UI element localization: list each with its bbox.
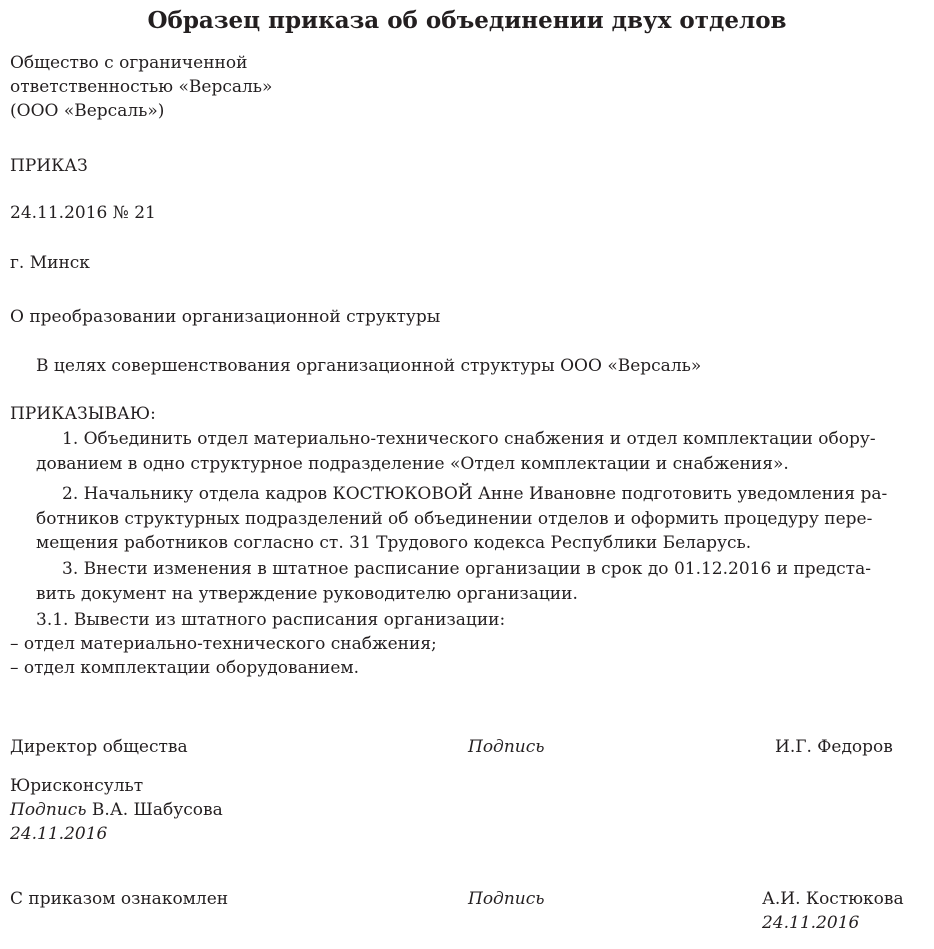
order-item-2-line-3: мещения работников согласно ст. 31 Трудового кодекса Республики Беларусь. — [36, 533, 752, 553]
lawyer-position: Юрисконсульт — [10, 776, 144, 796]
organization-name-line-1: Общество с ограниченной — [10, 53, 248, 73]
order-item-2-line-1: 2. Начальнику отдела кадров КОСТЮКОВОЙ Анне Ивановне подготовить уведомления ра- — [62, 484, 888, 504]
document-title: Образец приказа об объединении двух отделов — [147, 7, 787, 34]
document-date-number: 24.11.2016 № 21 — [10, 203, 156, 223]
order-word: ПРИКАЗЫВАЮ: — [10, 404, 156, 424]
director-signature: Подпись — [468, 737, 545, 757]
lawyer-signature-line — [10, 799, 223, 822]
order-item-1-line-1: 1. Объединить отдел материально-технического снабжения и отдел комплектации обору- — [62, 429, 876, 449]
order-item-2 — [10, 482, 915, 556]
organization-short-name: (ООО «Версаль») — [10, 101, 165, 121]
order-item-3-1: 3.1. Вывести из штатного расписания организации: — [36, 610, 506, 630]
document-subject: О преобразовании организационной структуры — [10, 307, 441, 327]
acquainted-name: А.И. Костюкова — [762, 889, 904, 909]
acquainted-date: 24.11.2016 — [762, 913, 860, 933]
document-city: г. Минск — [10, 253, 90, 273]
acquainted-signature: Подпись — [468, 889, 545, 909]
organization-name-line-2: ответственностью «Версаль» — [10, 77, 273, 97]
order-item-1-line-2: дованием в одно структурное подразделение «Отдел комплектации и снабжения». — [36, 453, 789, 474]
order-item-dash-2: – отдел комплектации оборудованием. — [10, 658, 360, 678]
order-item-3 — [10, 557, 915, 606]
director-name: И.Г. Федоров — [775, 737, 893, 757]
order-item-2-line-2: ботников структурных подразделений об объединении отделов и оформить процедуру пере- — [36, 508, 873, 529]
lawyer-signature: Подпись — [10, 800, 87, 820]
document-preamble: В целях совершенствования организационной структуры ООО «Версаль» — [36, 356, 702, 376]
acquainted-label: С приказом ознакомлен — [10, 889, 229, 909]
order-item-3-line-1: 3. Внести изменения в штатное расписание организации в срок до 01.12.2016 и предста- — [62, 559, 871, 579]
order-item-1 — [10, 427, 915, 476]
director-position: Директор общества — [10, 737, 188, 757]
lawyer-date: 24.11.2016 — [10, 824, 108, 844]
order-item-3-line-2: вить документ на утверждение руководителю организации. — [36, 583, 578, 604]
lawyer-name: В.А. Шабусова — [91, 800, 223, 820]
order-item-dash-1: – отдел материально-технического снабжения; — [10, 634, 437, 654]
document-type: ПРИКАЗ — [10, 156, 88, 176]
